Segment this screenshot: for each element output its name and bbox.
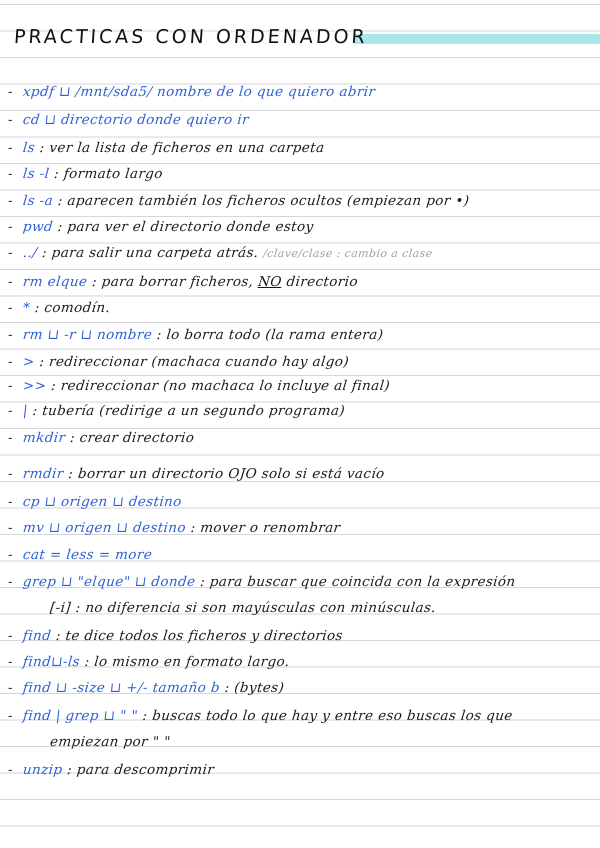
list-item: - mkdir : crear directorio xyxy=(7,430,196,446)
list-item: - > : redireccionar (machaca cuando hay algo) xyxy=(7,354,350,370)
list-item: empiezan por " " xyxy=(49,734,172,750)
highlighter-mark xyxy=(354,34,600,44)
list-item: - cat = less = more xyxy=(7,547,153,563)
list-item: - | : tubería (redirige a un segundo programa) xyxy=(7,403,346,419)
list-item: - find : te dice todos los ficheros y directorios xyxy=(7,628,344,644)
list-item: - ls -a : aparecen también los ficheros ocultos (empiezan por •) xyxy=(7,193,471,209)
list-item: - rm elque : para borrar ficheros, NO directorio xyxy=(7,274,359,290)
list-item: - >> : redireccionar (no machaca lo incluye al final) xyxy=(7,378,391,394)
list-item: - rmdir : borrar un directorio OJO solo si está vacío xyxy=(7,466,386,482)
list-item: [-i] : no diferencia si son mayúsculas con minúsculas. xyxy=(49,600,437,616)
list-item: - ls : ver la lista de ficheros en una carpeta xyxy=(7,140,326,156)
list-item: - grep ⊔ "elque" ⊔ donde : para buscar que coincida con la expresión xyxy=(7,574,517,590)
list-item: - mv ⊔ origen ⊔ destino : mover o renombrar xyxy=(7,520,342,536)
list-item: - rm ⊔ -r ⊔ nombre : lo borra todo (la rama entera) xyxy=(7,327,385,343)
list-item: - find ⊔ -size ⊔ +/- tamaño b : (bytes) xyxy=(7,680,286,696)
list-item: - find | grep ⊔ " " : buscas todo lo que hay y entre eso buscas los que xyxy=(7,708,514,724)
list-item: - ls -l : formato largo xyxy=(7,166,164,182)
page-title: PRACTICAS CON ORDENADOR xyxy=(13,26,369,48)
list-item: - pwd : para ver el directorio donde estoy xyxy=(7,219,315,235)
list-item: - cp ⊔ origen ⊔ destino xyxy=(7,494,183,510)
list-item: - cd ⊔ directorio donde quiero ir xyxy=(7,112,250,128)
list-item: - * : comodín. xyxy=(7,300,112,316)
list-item: - unzip : para descomprimir xyxy=(7,762,215,778)
list-item: - find⊔-ls : lo mismo en formato largo. xyxy=(7,654,291,670)
list-item: - xpdf ⊔ /mnt/sda5/ nombre de lo que quiero abrir xyxy=(7,84,377,100)
list-item: - ../ : para salir una carpeta atrás. /clave/clase : cambio a clase xyxy=(7,245,434,261)
